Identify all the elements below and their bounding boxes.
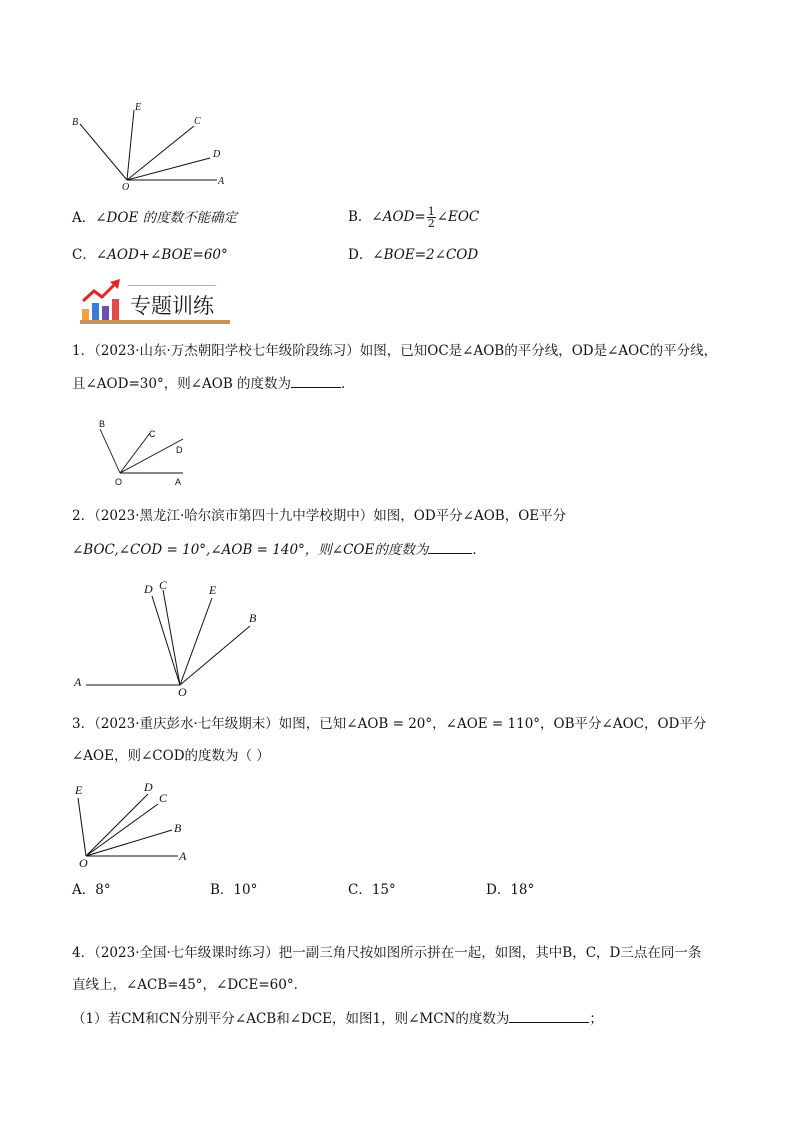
figure-q2-angles: [70, 578, 270, 700]
banner-underline: [80, 320, 230, 324]
q1-answer-blank: [291, 375, 341, 388]
q3-option-a: A．8°: [72, 882, 111, 898]
fraction-half: $\frac{1}{2}$: [427, 205, 435, 230]
q2-label-b: B: [249, 611, 257, 625]
q3-line1: 3．（2023·重庆彭水·七年级期末）如图，已知∠AOB = 20°，∠AOE = 110°，OB平分∠AOC，OD平分: [72, 716, 707, 732]
section-banner: [80, 279, 230, 325]
q3-option-c: C．15°: [348, 882, 396, 898]
label-c: C: [194, 116, 201, 127]
ray-oc: [127, 126, 194, 180]
growth-chart-icon: [80, 279, 126, 323]
ray-ob: [80, 124, 127, 180]
q3-label-e: E: [75, 783, 83, 797]
q2-label-c: C: [159, 578, 168, 592]
figure-q3-angles: [70, 780, 200, 870]
q3-option-b: B．10°: [210, 882, 258, 898]
label-d: D: [213, 149, 221, 160]
option-b: B．∠AOD= $\frac{1}{2}$ ∠EOC: [348, 205, 480, 230]
banner-top-rule: [128, 285, 216, 286]
q1-label-b: B: [99, 419, 106, 429]
ray-od: [127, 158, 210, 180]
option-a: A．∠DOE 的度数不能确定: [72, 210, 238, 226]
label-b: B: [72, 117, 79, 128]
q3-label-c: C: [159, 791, 168, 805]
label-a: A: [218, 176, 225, 187]
q4-line3: （1）若CM和CN分别平分∠ACB和∠DCE，如图1，则∠MCN的度数为 ；: [72, 1011, 603, 1027]
q1-label-a: A: [175, 477, 182, 487]
q2-label-e: E: [209, 583, 217, 597]
option-c: C．∠AOD+∠BOE=60°: [72, 247, 228, 263]
q1-line1: 1．（2023·山东·万杰朝阳学校七年级阶段练习）如图，已知OC是∠AOB的平分线，OD是∠AOC的平分线，: [72, 343, 718, 359]
label-o: O: [122, 182, 130, 193]
q4-line1: 4．（2023·全国·七年级课时练习）把一副三角尺按如图所示拼在一起，如图，其中B，C，D三点在同一条: [72, 945, 702, 961]
option-d: D．∠BOE=2∠COD: [348, 247, 479, 263]
q1-label-d: D: [176, 445, 183, 455]
ray-oe: [127, 110, 134, 180]
q4-line2: 直线上，∠ACB=45°，∠DCE=60°．: [72, 977, 308, 993]
figure-q1-angles: [85, 415, 195, 490]
q2-line1: 2．（2023·黑龙江·哈尔滨市第四十九中学校期中）如图，OD平分∠AOB，OE平分: [72, 508, 567, 524]
q1-label-o: O: [115, 477, 123, 487]
banner-title: 专题训练: [130, 294, 214, 318]
q3-label-a: A: [179, 849, 187, 863]
q3-line2: ∠AOE，则∠COD的度数为（ ）: [72, 748, 270, 764]
q3-label-o: O: [79, 856, 88, 870]
figure-top-angles: [62, 98, 242, 193]
q1-line2: 且∠AOD=30°，则∠AOB 的度数为 ．: [72, 376, 355, 392]
q3-option-d: D．18°: [486, 882, 535, 898]
q3-label-b: B: [174, 821, 182, 835]
q1-label-c: C: [149, 429, 156, 439]
q2-label-d: D: [144, 582, 153, 596]
q2-label-o: O: [178, 685, 187, 699]
q2-line2: ∠BOC,∠COD = 10°,∠AOB = 140°，则∠COE的度数为 ．: [72, 542, 486, 558]
q4-answer-blank: [509, 1010, 589, 1023]
q2-answer-blank: [428, 541, 472, 554]
label-e: E: [135, 102, 142, 113]
q3-label-d: D: [144, 780, 153, 794]
q2-label-a: A: [74, 675, 82, 689]
